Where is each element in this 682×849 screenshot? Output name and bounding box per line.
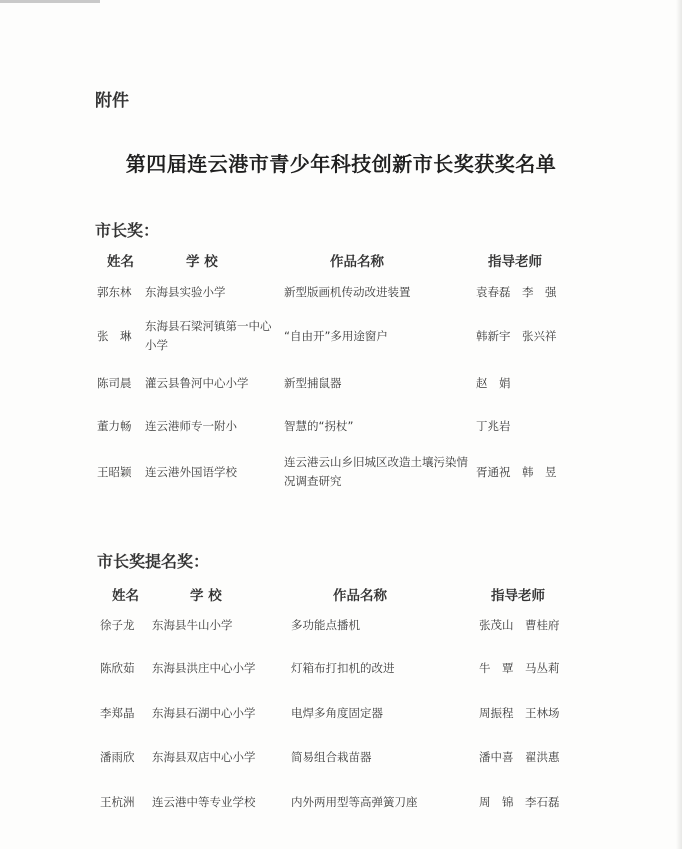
cell-work: 连云港云山乡旧城区改造土壤污染情况调查研究 <box>284 455 468 488</box>
cell-teacher: 丁兆岩 <box>476 419 511 433</box>
cell-school: 东海县牛山小学 <box>152 618 233 632</box>
cell-work: “自由开”多用途窗户 <box>284 329 388 343</box>
cell-work: 新型捕鼠器 <box>284 376 342 390</box>
cell-school: 灌云县鲁河中心小学 <box>145 376 249 390</box>
cell-teacher: 周 锦 李石磊 <box>479 795 560 809</box>
cell-work: 新型版画机传动改进装置 <box>284 285 411 299</box>
cell-school: 东海县双店中心小学 <box>152 750 256 764</box>
cell-name: 李郑晶 <box>100 706 135 720</box>
scan-edge-mark <box>0 0 100 3</box>
cell-work: 电焊多角度固定器 <box>291 706 383 720</box>
cell-school: 东海县石湖中心小学 <box>152 706 256 720</box>
header-name: 姓名 <box>107 254 134 270</box>
document-title: 第四届连云港市青少年科技创新市长奖获奖名单 <box>125 152 557 176</box>
section-heading-nomination-award: 市长奖提名奖： <box>97 552 210 571</box>
cell-work: 简易组合栽苗器 <box>291 750 372 764</box>
cell-teacher: 牛 覃 马丛莉 <box>479 661 560 675</box>
cell-work: 内外两用型等高弹簧刀座 <box>291 795 418 809</box>
cell-work: 灯箱布打扣机的改进 <box>291 661 395 675</box>
cell-name: 陈欣茹 <box>100 661 135 675</box>
cell-teacher: 胥通祝 韩 昱 <box>476 465 557 479</box>
cell-name: 张 琳 <box>97 329 132 343</box>
cell-name: 王昭颖 <box>97 465 132 479</box>
header-school: 学 校 <box>190 588 222 604</box>
attachment-label: 附件 <box>95 91 129 111</box>
cell-school: 东海县实验小学 <box>145 285 226 299</box>
cell-school: 连云港中等专业学校 <box>152 795 256 809</box>
cell-teacher: 韩新宇 张兴祥 <box>476 329 557 343</box>
cell-teacher: 周振程 王林场 <box>479 706 560 720</box>
cell-teacher: 袁春磊 李 强 <box>476 285 557 299</box>
header-teacher: 指导老师 <box>488 254 542 270</box>
header-teacher: 指导老师 <box>491 588 545 604</box>
cell-name: 郭东林 <box>97 285 132 299</box>
cell-teacher: 潘中喜 翟洪惠 <box>479 750 560 764</box>
cell-name: 徐子龙 <box>100 618 135 632</box>
cell-school: 东海县洪庄中心小学 <box>152 661 256 675</box>
header-work: 作品名称 <box>333 588 387 604</box>
cell-school: 东海县石梁河镇第一中心小学 <box>145 319 272 352</box>
cell-teacher: 张茂山 曹桂府 <box>479 618 560 632</box>
cell-name: 潘雨欣 <box>100 750 135 764</box>
cell-teacher: 赵 娟 <box>476 376 511 390</box>
section-heading-mayor-award: 市长奖： <box>95 221 160 240</box>
cell-name: 董力畅 <box>97 419 132 433</box>
header-school: 学 校 <box>186 254 218 270</box>
page-edge-shadow <box>676 0 682 849</box>
cell-name: 王杭洲 <box>100 795 135 809</box>
cell-work: 智慧的“拐杖” <box>284 419 354 433</box>
cell-work: 多功能点播机 <box>291 618 360 632</box>
cell-name: 陈司晨 <box>97 376 132 390</box>
header-work: 作品名称 <box>330 254 384 270</box>
cell-school: 连云港师专一附小 <box>145 419 237 433</box>
header-name: 姓名 <box>112 588 139 604</box>
cell-school: 连云港外国语学校 <box>145 465 237 479</box>
